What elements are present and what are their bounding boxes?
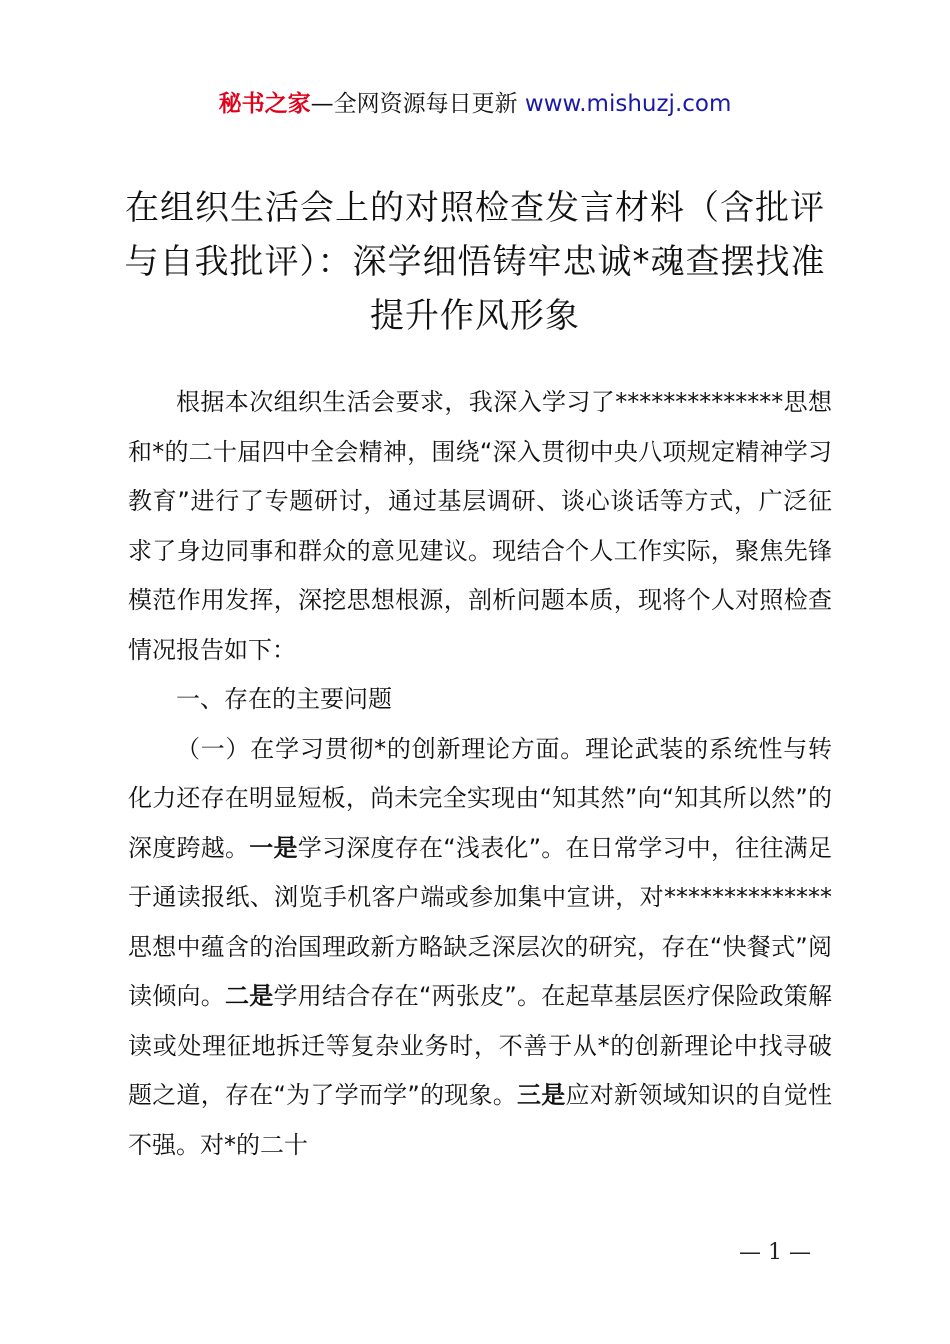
point-3-label: 三是 <box>517 1081 566 1109</box>
subsection-paragraph <box>128 725 832 1171</box>
website-link[interactable]: www.mishuzj.com <box>524 91 732 117</box>
page-number: — 1 — <box>739 1240 811 1265</box>
point-2-label: 二是 <box>224 982 274 1010</box>
section-heading: 一、存在的主要问题 <box>176 685 392 713</box>
point-1-label: 一是 <box>249 833 298 862</box>
subsection-lead: （一）在学习贯彻*的创新理论方面。理论武装的系统性与转化力还存在明显短板，尚未完全实现由“知其然”向“知其所以然”的深度跨越。 <box>128 734 832 862</box>
point-2-text: 学用结合存在“两张皮”。在起草基层医疗保险政策解读或处理征地拆迁等复杂业务时，不善于从*的创新理论中找寻破题之道，存在“为了学而学”的现象。 <box>128 982 833 1109</box>
intro-paragraph: 根据本次组织生活会要求，我深入学习了**************思想和*的二十届四中全会精神，围绕“深入贯彻中央八项规定精神学习教育”进行了专题研讨，通过基层调研、谈心谈话等方式，广泛征求了身边同事和群众的意见建议。现结合个人工作实际，聚焦先锋模范作用发挥，深挖思想根源，剖析问题本质，现将个人对照检查情况报告如下： <box>128 388 832 664</box>
brand-name: 秘书之家 <box>218 91 311 117</box>
point-1-text: 学习深度存在“浅表化”。在日常学习中，往往满足于通读报纸、浏览手机客户端或参加集中宣讲，对**************思想中蕴含的治国理政新方略缺乏深层次的研究，存在“快餐式”阅读倾向。 <box>128 833 833 1010</box>
header-tagline: —全网资源每日更新 <box>310 91 525 117</box>
site-header <box>0 86 950 122</box>
document-title: 在组织生活会上的对照检查发言材料（含批评与自我批评）：深学细悟铸牢忠诚*魂查摆找准提升作风形象 <box>124 188 826 336</box>
document-body <box>128 378 832 1170</box>
point-3-text: 应对新领域知识的自觉性不强。对*的二十 <box>128 1081 833 1159</box>
